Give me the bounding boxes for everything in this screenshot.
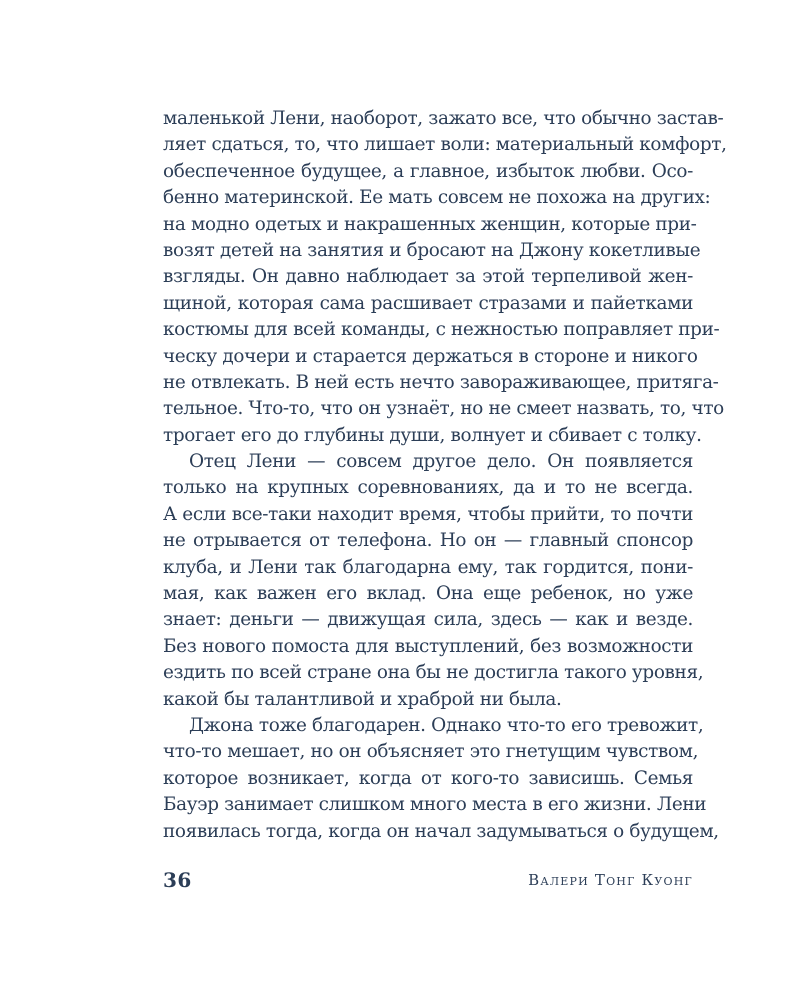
paragraph-end-line: трогает его до глубины души, волнует и сбивает с толку. (163, 424, 702, 446)
text-line: на модно одетых и накрашенных женщин, которые при- (163, 213, 697, 235)
text-line: не отвлекать. В ней есть нечто завораживающее, притяга- (163, 371, 719, 393)
body-text (163, 106, 727, 845)
page-footer (163, 868, 693, 898)
text-line: ческу дочери и старается держаться в стороне и никого (163, 345, 698, 367)
text-line: ездить по всей стране она бы не достигла такого уровня, (163, 662, 704, 684)
text-line: обеспеченное будущее, а главное, избыток любви. Осо- (163, 160, 693, 182)
paragraph-first-line: Отец Лени — совсем другое дело. Он появляется (189, 451, 693, 473)
text-line: костюмы для всей команды, с нежностью поправляет при- (163, 319, 720, 341)
text-line: мая, как важен его вклад. Она еще ребенок, но уже (163, 583, 693, 605)
text-line: А если все-таки находит время, чтобы прийти, то почти (163, 503, 693, 525)
text-line: Без нового помоста для выступлений, без возможности (163, 635, 693, 657)
page-number: 36 (163, 868, 192, 892)
text-line: взгляды. Он давно наблюдает за этой терпеливой жен- (163, 266, 693, 288)
text-line: только на крупных соревнованиях, да и то не всегда. (163, 477, 693, 499)
text-line: маленькой Лени, наоборот, зажато все, что обычно застав- (163, 108, 724, 129)
text-line: ляет сдаться, то, что лишает воли: материальный комфорт, (163, 134, 727, 156)
text-line: которое возникает, когда от кого-то зависишь. Семья (163, 767, 693, 789)
paragraph-first-line: Джона тоже благодарен. Однако что-то его тревожит, (189, 714, 704, 736)
text-line: тельное. Что-то, что он узнаёт, но не смеет назвать, то, что (163, 398, 724, 420)
running-head-author: Валери Тонг Куонг (528, 871, 693, 889)
text-line: Бауэр занимает слишком много места в его жизни. Лени (163, 794, 707, 816)
text-line: появилась тогда, когда он начал задумываться о будущем, (163, 820, 719, 842)
text-line: клуба, и Лени так благодарна ему, так гордится, пони- (163, 556, 693, 578)
text-line: знает: деньги — движущая сила, здесь — как и везде. (163, 609, 693, 631)
text-line: возят детей на занятия и бросают на Джону кокетливые (163, 239, 701, 261)
paragraph-end-line: какой бы талантливой и храброй ни была. (163, 688, 562, 710)
text-line: щиной, которая сама расшивает стразами и пайетками (163, 292, 693, 314)
text-line: бенно материнской. Ее мать совсем не похожа на других: (163, 187, 711, 209)
text-line: не отрывается от телефона. Но он — главный спонсор (163, 530, 693, 552)
text-line: что-то мешает, но он объясняет это гнетущим чувством, (163, 741, 699, 763)
